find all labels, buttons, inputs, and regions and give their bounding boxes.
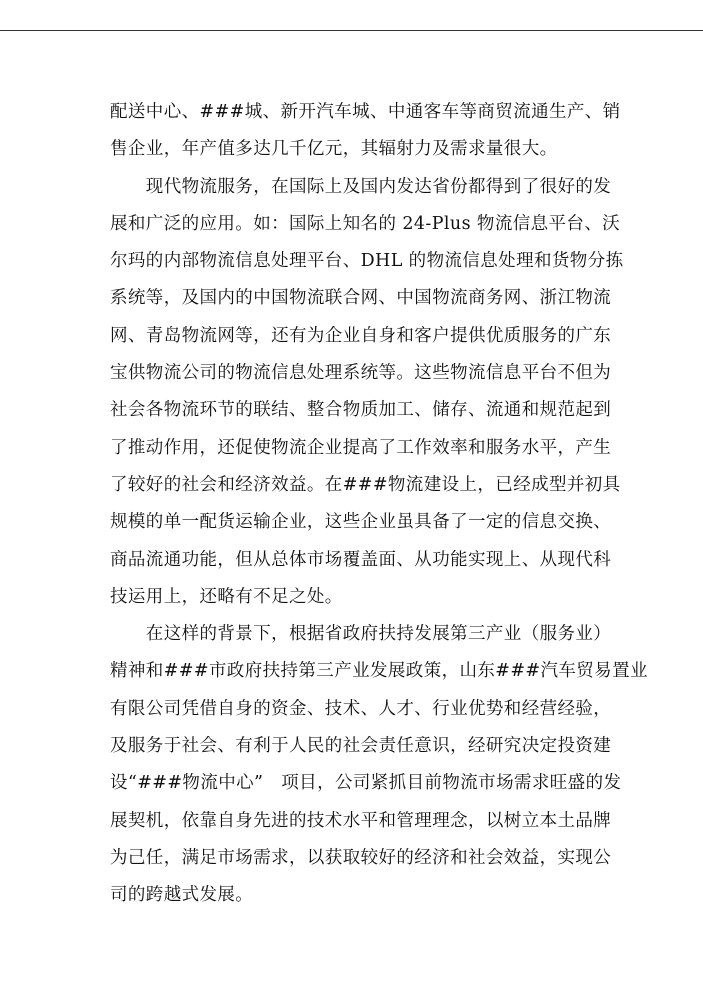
text-line: 设“###物流中心” 项目，公司紧抓目前物流市场需求旺盛的发	[110, 773, 622, 794]
text-line: 技运用上，还略有不足之处。	[110, 586, 343, 607]
text-line: 在这样的背景下，根据省政府扶持发展第三产业（服务业）	[110, 624, 612, 645]
text-line: 规模的单一配货运输企业，这些企业虽具备了一定的信息交换、	[110, 512, 612, 533]
text-line: 配送中心、###城、新开汽车城、中通客车等商贸流通生产、销	[110, 102, 621, 122]
text-line: 现代物流服务，在国际上及国内发达省份都得到了很好的发	[110, 176, 612, 197]
text-line: 网、青岛物流网等，还有为企业自身和客户提供优质服务的广东	[110, 325, 612, 346]
text-line: 为己任，满足市场需求，以获取较好的经济和社会效益，实现公	[110, 847, 612, 868]
header-rule	[0, 30, 703, 31]
text-line: 展和广泛的应用。如：国际上知名的 24-Plus 物流信息平台、沃	[110, 213, 621, 234]
text-line: 展契机，依靠自身先进的技术水平和管理理念，以树立本土品牌	[110, 810, 612, 831]
text-line: 售企业，年产值多达几千亿元，其辐射力及需求量很大。	[110, 139, 558, 160]
text-line: 及服务于社会、有利于人民的社会责任意识，经研究决定投资建	[110, 736, 612, 757]
text-line: 精神和###市政府扶持第三产业发展政策，山东###汽车贸易置业	[110, 661, 648, 682]
document-body	[110, 94, 648, 915]
text-line: 社会各物流环节的联结、整合物质加工、储存、流通和规范起到	[110, 400, 612, 421]
text-line: 有限公司凭借自身的资金、技术、人才、行业优势和经营经验，	[110, 698, 612, 719]
text-line: 系统等，及国内的中国物流联合网、中国物流商务网、浙江物流	[110, 288, 612, 309]
text-line: 了推动作用，还促使物流企业提高了工作效率和服务水平，产生	[110, 437, 612, 458]
text-line: 商品流通功能，但从总体市场覆盖面、从功能实现上、从现代科	[110, 549, 612, 570]
text-line: 了较好的社会和经济效益。在###物流建设上，已经成型并初具	[110, 474, 621, 495]
text-line: 司的跨越式发展。	[110, 885, 254, 906]
text-line: 宝供物流公司的物流信息处理系统等。这些物流信息平台不但为	[110, 363, 612, 384]
text-line: 尔玛的内部物流信息处理平台、DHL 的物流信息处理和货物分拣	[110, 251, 624, 272]
